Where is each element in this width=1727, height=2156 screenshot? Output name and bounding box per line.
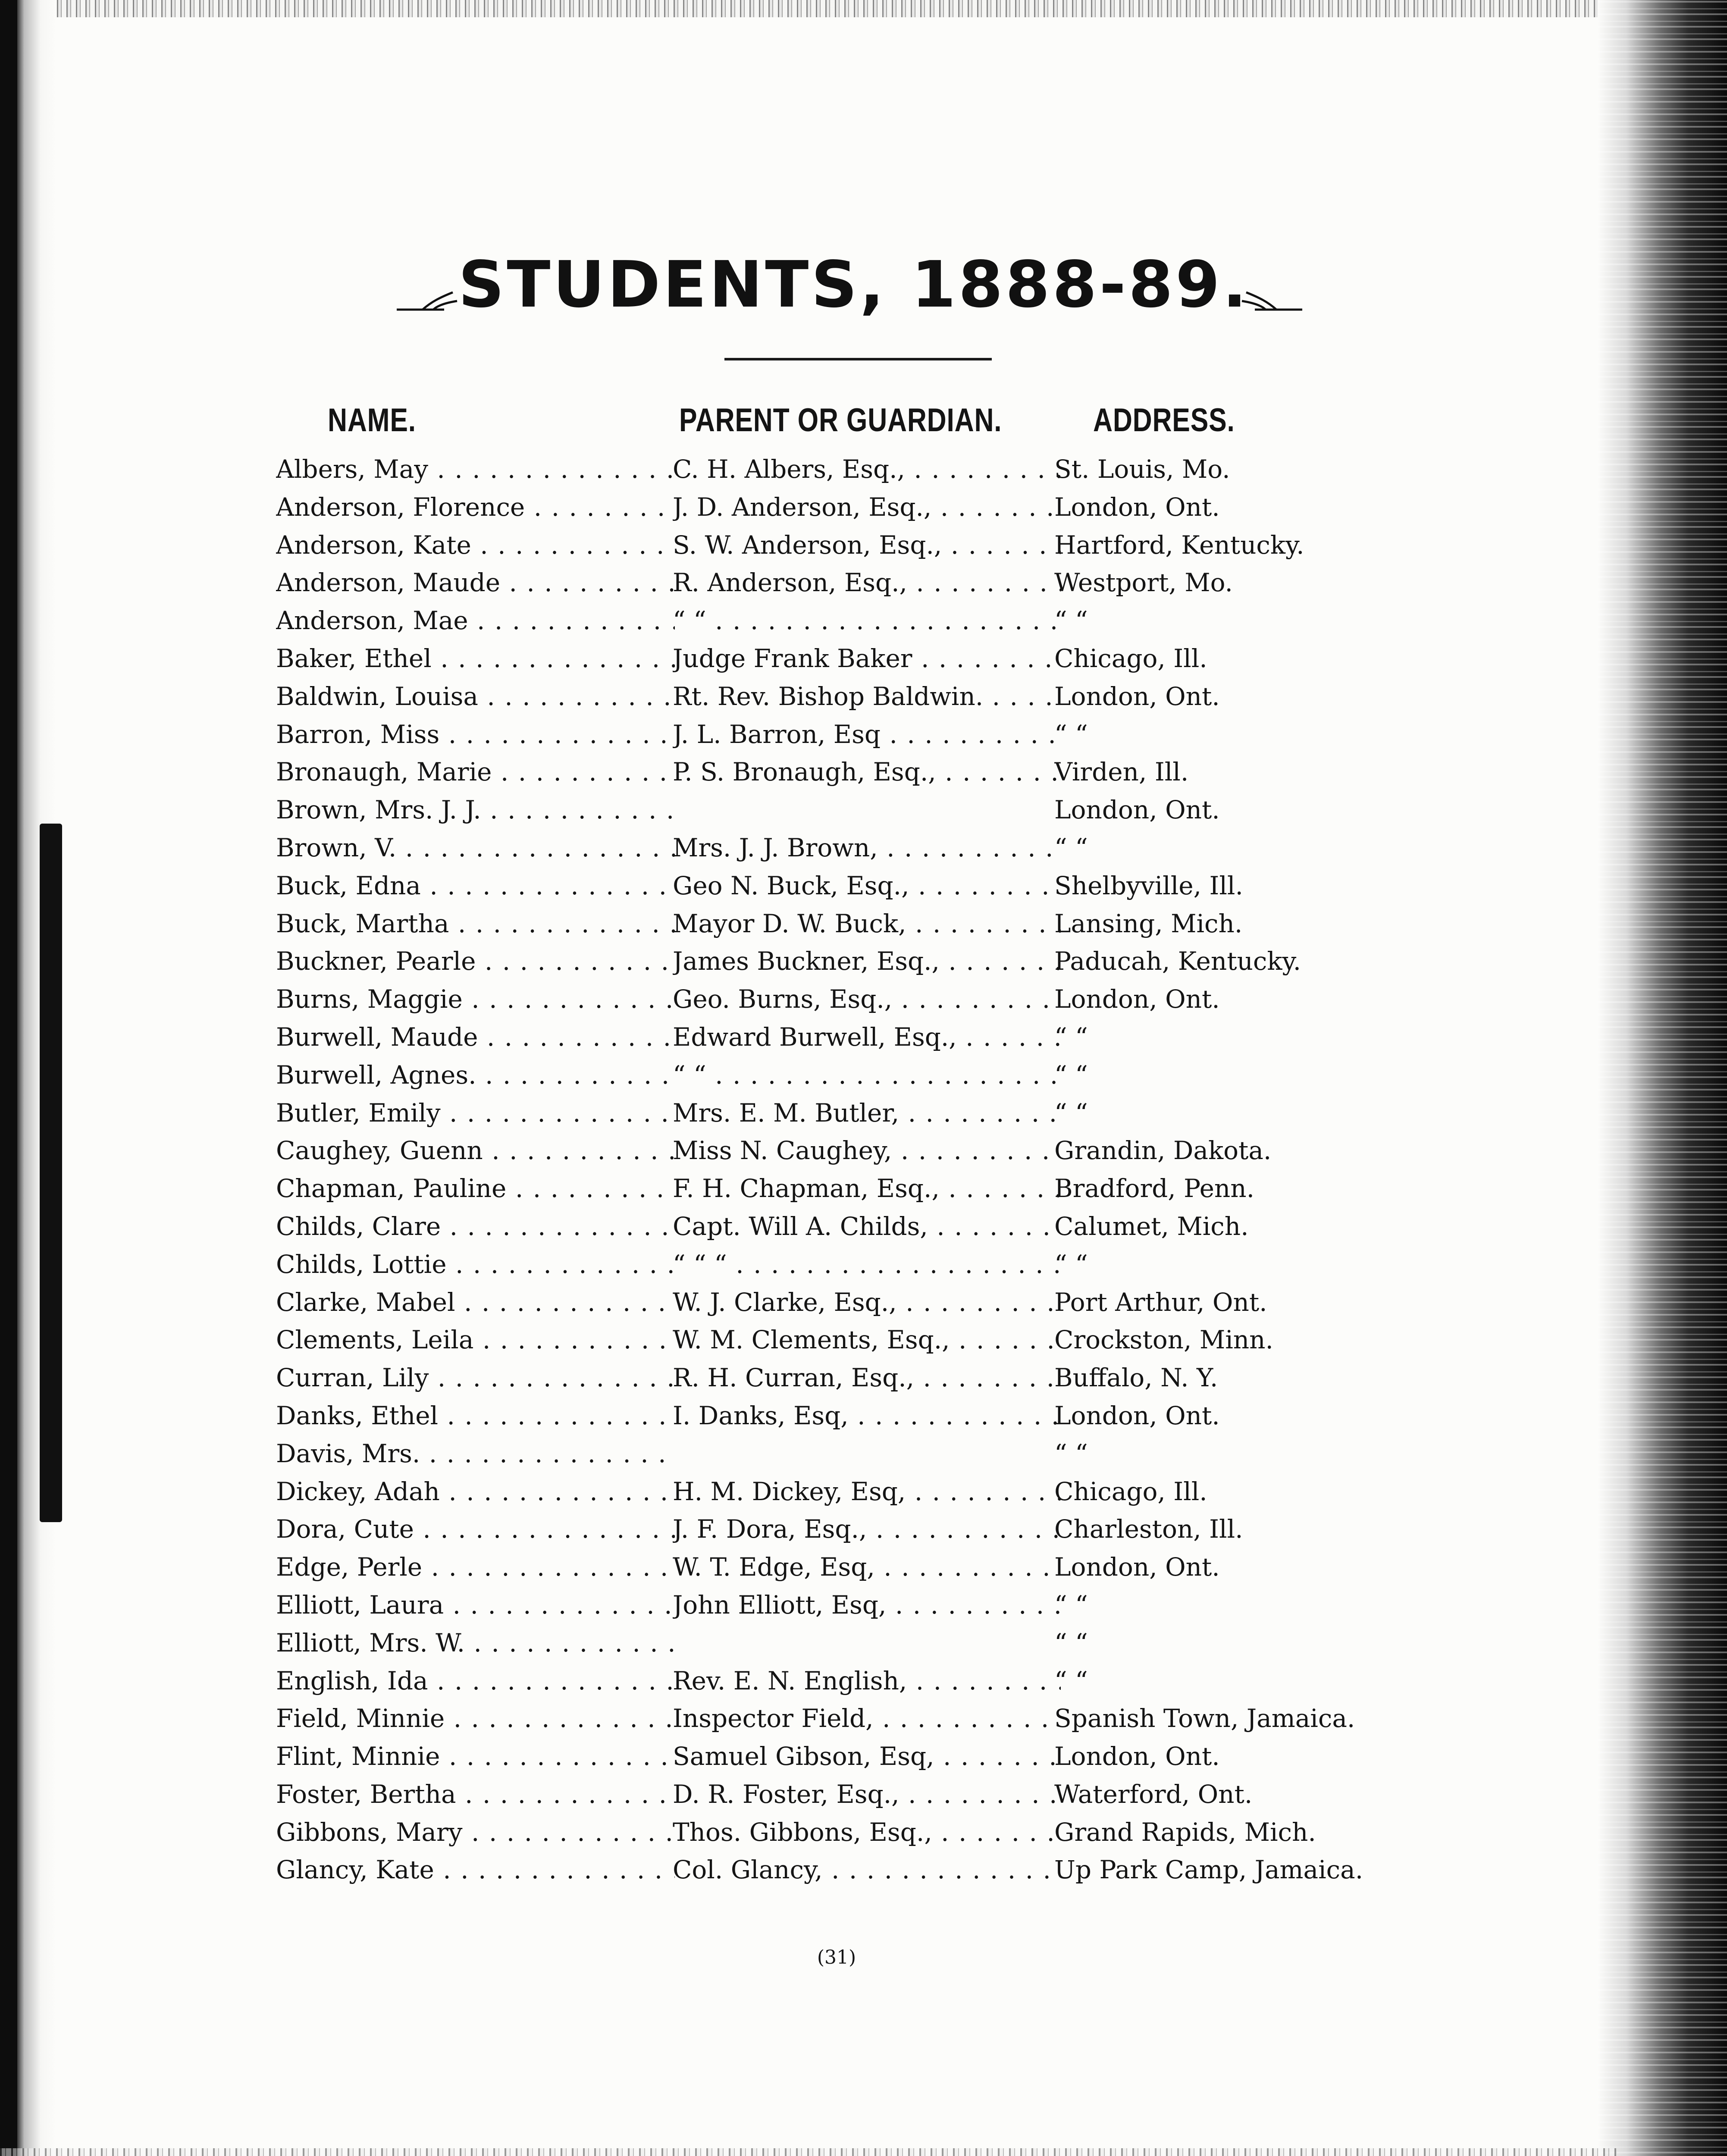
table-row [0, 1208, 1727, 1246]
address: London, Ont. [1054, 1401, 1220, 1430]
address: London, Ont. [1054, 984, 1220, 1014]
parent-guardian: R. H. Curran, Esq., . . . [673, 1359, 1061, 1397]
table-row [0, 867, 1727, 905]
address: Port Arthur, Ont. [1054, 1287, 1267, 1317]
student-name: Buckner, Pearle . . . [276, 943, 675, 981]
parent-guardian: C. H. Albers, Esq., . . . [673, 451, 1061, 489]
scan-edge-top [0, 0, 1604, 17]
address: London, Ont. [1054, 1742, 1220, 1771]
address: Lansing, Mich. [1054, 909, 1243, 938]
table-row [0, 1851, 1727, 1889]
scan-edge-bottom [0, 2148, 1617, 2156]
student-name: Anderson, Maude . . . [276, 564, 675, 602]
parent-guardian: Samuel Gibson, Esq, . . . [673, 1738, 1061, 1776]
student-name: Burwell, Maude . . . [276, 1018, 675, 1056]
table-row [0, 1132, 1727, 1170]
table-row [0, 1586, 1727, 1624]
student-name: Dora, Cute . . . [276, 1510, 675, 1548]
header-parent: PARENT OR GUARDIAN. [679, 402, 1002, 439]
address: St. Louis, Mo. [1054, 454, 1230, 484]
parent-guardian: Rev. E. N. English, . . . [673, 1662, 1061, 1700]
student-name: Buck, Edna . . . [276, 867, 675, 905]
table-row [0, 716, 1727, 754]
parent-guardian: R. Anderson, Esq., . . . [673, 564, 1061, 602]
parent-guardian: W. J. Clarke, Esq., . . . [673, 1284, 1061, 1322]
title-underline [724, 358, 992, 360]
page-number: (31) [817, 1946, 856, 1968]
student-name: Clements, Leila . . . [276, 1321, 675, 1359]
parent-guardian: Geo N. Buck, Esq., . . . [673, 867, 1061, 905]
table-row [0, 1359, 1727, 1397]
address: Chicago, Ill. [1054, 643, 1207, 673]
parent-guardian: Mrs. E. M. Butler, . . . [673, 1094, 1061, 1132]
student-name: Edge, Perle . . . [276, 1548, 675, 1586]
address: Hartford, Kentucky. [1054, 530, 1304, 560]
table-row [0, 489, 1727, 526]
address: “ “ [1054, 1590, 1088, 1620]
table-row [0, 640, 1727, 678]
page-title: STUDENTS, 1888-89. [458, 248, 1250, 322]
student-name: Flint, Minnie . . . [276, 1738, 675, 1776]
table-row [0, 791, 1727, 829]
parent-guardian: J. L. Barron, Esq . . . [673, 716, 1061, 754]
table-row [0, 1246, 1727, 1284]
table-row [0, 602, 1727, 640]
address: Chicago, Ill. [1054, 1476, 1207, 1506]
parent-guardian: “ “ . . . [673, 602, 1061, 640]
address: “ “ [1054, 1098, 1088, 1128]
flourish-right-icon [1238, 289, 1302, 315]
table-row [0, 1662, 1727, 1700]
address: Waterford, Ont. [1054, 1779, 1253, 1809]
table-row [0, 451, 1727, 489]
table-row [0, 1018, 1727, 1056]
address: “ “ [1054, 1628, 1088, 1658]
student-name: Gibbons, Mary . . . [276, 1814, 675, 1852]
student-name: Glancy, Kate . . . [276, 1851, 675, 1889]
address: London, Ont. [1054, 795, 1220, 825]
table-row [0, 1510, 1727, 1548]
address: “ “ [1054, 1022, 1088, 1052]
student-name: Albers, May . . . [276, 451, 675, 489]
parent-guardian: H. M. Dickey, Esq, . . . [673, 1473, 1061, 1511]
table-row [0, 1776, 1727, 1814]
table-row [0, 1397, 1727, 1435]
column-headers [0, 397, 1727, 444]
table-row [0, 1624, 1727, 1662]
student-name: Brown, V. . . . [276, 829, 675, 867]
parent-guardian: James Buckner, Esq., . . . [673, 943, 1061, 981]
student-name: Foster, Bertha . . . [276, 1776, 675, 1814]
table-row [0, 905, 1727, 943]
table-row [0, 564, 1727, 602]
address: Buffalo, N. Y. [1054, 1363, 1218, 1393]
address: “ “ [1054, 1249, 1088, 1279]
header-name: NAME. [328, 402, 416, 439]
address: “ “ [1054, 606, 1088, 636]
student-name: Elliott, Laura . . . [276, 1586, 675, 1624]
address: Calumet, Mich. [1054, 1211, 1249, 1241]
table-row [0, 678, 1727, 716]
table-row [0, 1094, 1727, 1132]
address: Paducah, Kentucky. [1054, 946, 1301, 976]
parent-guardian: W. T. Edge, Esq, . . . [673, 1548, 1061, 1586]
address: London, Ont. [1054, 492, 1220, 522]
table-row [0, 1738, 1727, 1776]
address: Grand Rapids, Mich. [1054, 1817, 1316, 1847]
student-name: Butler, Emily . . . [276, 1094, 675, 1132]
parent-guardian: Rt. Rev. Bishop Baldwin. . . . [673, 678, 1061, 716]
parent-guardian: Judge Frank Baker . . . [673, 640, 1061, 678]
table-row [0, 1170, 1727, 1208]
parent-guardian: John Elliott, Esq, . . . [673, 1586, 1061, 1624]
student-name: Childs, Clare . . . [276, 1208, 675, 1246]
address: “ “ [1054, 719, 1088, 749]
address: Charleston, Ill. [1054, 1514, 1243, 1544]
parent-guardian: Miss N. Caughey, . . . [673, 1132, 1061, 1170]
parent-guardian: J. D. Anderson, Esq., . . . [673, 489, 1061, 526]
student-name: Clarke, Mabel . . . [276, 1284, 675, 1322]
parent-guardian: Inspector Field, . . . [673, 1700, 1061, 1738]
table-row [0, 1056, 1727, 1094]
parent-guardian: S. W. Anderson, Esq., . . . [673, 526, 1061, 564]
student-name: Chapman, Pauline . . . [276, 1170, 675, 1208]
address: Grandin, Dakota. [1054, 1136, 1272, 1166]
student-name: English, Ida . . . [276, 1662, 675, 1700]
table-row [0, 1700, 1727, 1738]
parent-guardian: Mayor D. W. Buck, . . . [673, 905, 1061, 943]
address: Crockston, Minn. [1054, 1325, 1273, 1355]
address: London, Ont. [1054, 1552, 1220, 1582]
parent-guardian: F. H. Chapman, Esq., . . . [673, 1170, 1061, 1208]
parent-guardian: Geo. Burns, Esq., . . . [673, 981, 1061, 1018]
address: “ “ [1054, 833, 1088, 862]
parent-guardian: “ “ “ . . . [673, 1246, 1061, 1284]
address: Up Park Camp, Jamaica. [1054, 1855, 1363, 1885]
address: “ “ [1054, 1060, 1088, 1090]
address: Bradford, Penn. [1054, 1174, 1255, 1203]
parent-guardian: Edward Burwell, Esq., . . . [673, 1018, 1061, 1056]
student-name: Danks, Ethel . . . [276, 1397, 675, 1435]
table-row [0, 1473, 1727, 1511]
table-row [0, 526, 1727, 564]
parent-guardian: W. M. Clements, Esq., . . . [673, 1321, 1061, 1359]
student-name: Dickey, Adah . . . [276, 1473, 675, 1511]
parent-guardian: Mrs. J. J. Brown, . . . [673, 829, 1061, 867]
student-name: Brown, Mrs. J. J. . . . [276, 791, 675, 829]
student-name: Elliott, Mrs. W. . . . [276, 1624, 675, 1662]
student-name: Barron, Miss . . . [276, 716, 675, 754]
student-name: Davis, Mrs. . . . [276, 1435, 675, 1473]
address: Virden, Ill. [1054, 757, 1189, 787]
address: “ “ [1054, 1438, 1088, 1468]
student-name: Baldwin, Louisa . . . [276, 678, 675, 716]
table-row [0, 1284, 1727, 1322]
table-row [0, 1321, 1727, 1359]
address: Westport, Mo. [1054, 568, 1233, 598]
student-name: Burns, Maggie . . . [276, 981, 675, 1018]
table-row [0, 1548, 1727, 1586]
address: London, Ont. [1054, 681, 1220, 711]
title-block [379, 241, 1328, 328]
table-row [0, 829, 1727, 867]
student-name: Bronaugh, Marie . . . [276, 753, 675, 791]
student-name: Caughey, Guenn . . . [276, 1132, 675, 1170]
parent-guardian: “ “ . . . [673, 1056, 1061, 1094]
student-name: Anderson, Kate . . . [276, 526, 675, 564]
parent-guardian: Capt. Will A. Childs, . . . [673, 1208, 1061, 1246]
table-row [0, 1435, 1727, 1473]
header-address: ADDRESS. [1093, 402, 1235, 439]
table-row [0, 1814, 1727, 1852]
student-name: Curran, Lily . . . [276, 1359, 675, 1397]
table-row [0, 981, 1727, 1018]
student-name: Buck, Martha . . . [276, 905, 675, 943]
address: “ “ [1054, 1666, 1088, 1695]
student-name: Burwell, Agnes. . . . [276, 1056, 675, 1094]
parent-guardian: D. R. Foster, Esq., . . . [673, 1776, 1061, 1814]
table-row [0, 943, 1727, 981]
student-list [0, 451, 1727, 1889]
parent-guardian: P. S. Bronaugh, Esq., . . . [673, 753, 1061, 791]
address: Shelbyville, Ill. [1054, 871, 1243, 900]
parent-guardian: J. F. Dora, Esq., . . . [673, 1510, 1061, 1548]
student-name: Anderson, Mae . . . [276, 602, 675, 640]
parent-guardian: Col. Glancy, . . . [673, 1851, 1061, 1889]
address: Spanish Town, Jamaica. [1054, 1704, 1355, 1733]
parent-guardian: Thos. Gibbons, Esq., . . . [673, 1814, 1061, 1852]
parent-guardian: I. Danks, Esq, . . . [673, 1397, 1061, 1435]
student-name: Field, Minnie . . . [276, 1700, 675, 1738]
student-name: Childs, Lottie . . . [276, 1246, 675, 1284]
table-row [0, 753, 1727, 791]
student-name: Anderson, Florence . . . [276, 489, 675, 526]
student-name: Baker, Ethel . . . [276, 640, 675, 678]
